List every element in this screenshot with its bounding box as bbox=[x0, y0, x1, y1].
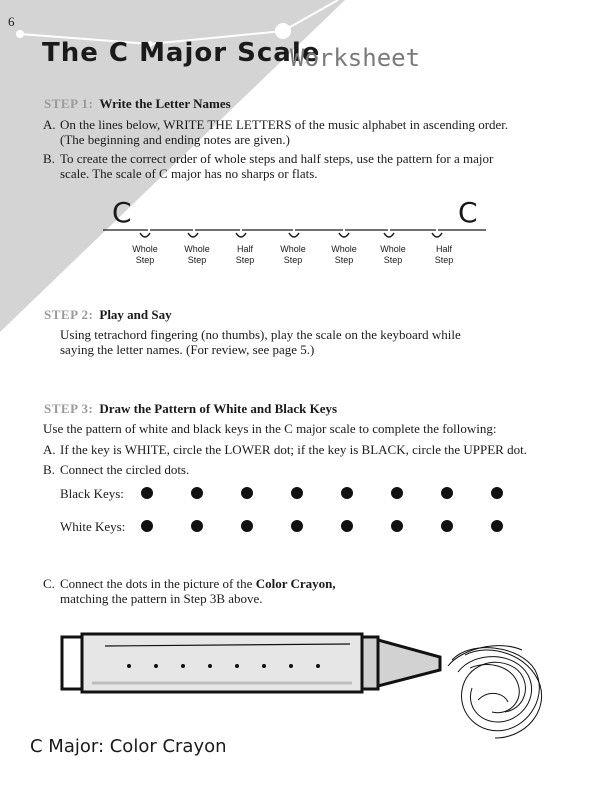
item-text: If the key is WHITE, circle the LOWER dot; if the key is BLACK, circle the UPPER dot. bbox=[60, 442, 527, 457]
white-keys-label: White Keys: bbox=[60, 519, 126, 534]
step-name: Whole Step bbox=[380, 244, 406, 265]
step2-label: STEP 2: bbox=[44, 307, 94, 322]
item-text-line: To create the correct order of whole steps and half steps, use the pattern for a major bbox=[60, 151, 494, 166]
step1-label: STEP 1: bbox=[44, 96, 94, 111]
page-number: 6 bbox=[8, 14, 15, 29]
step-name: Whole Step bbox=[132, 244, 158, 265]
step3-item-c bbox=[43, 576, 543, 608]
item-text-line: scale. The scale of C major has no sharps or flats. bbox=[60, 166, 318, 181]
item-marker: B. bbox=[43, 462, 55, 477]
end-letter: C bbox=[458, 196, 478, 229]
start-letter: C bbox=[112, 196, 132, 229]
step-name: Whole Step bbox=[280, 244, 306, 265]
item-marker: C. bbox=[43, 576, 55, 591]
item-marker: A. bbox=[43, 442, 56, 457]
item-text-line: On the lines below, WRITE THE LETTERS of the music alphabet in ascending order. bbox=[60, 117, 509, 132]
step2-line: Using tetrachord fingering (no thumbs), play the scale on the keyboard while bbox=[60, 327, 461, 342]
constellation-dot bbox=[275, 23, 291, 39]
step-name: Half Step bbox=[235, 244, 255, 265]
item-text: Connect the dots in the picture of the bbox=[60, 576, 256, 591]
step-name: Half Step bbox=[434, 244, 454, 265]
step-name: Whole Step bbox=[331, 244, 357, 265]
page-subtitle: Worksheet bbox=[290, 44, 421, 72]
step3-item-b bbox=[43, 462, 543, 478]
step3-intro: Use the pattern of white and black keys in the C major scale to complete the following: bbox=[43, 421, 497, 436]
step3-item-a bbox=[43, 442, 593, 458]
item-text: Connect the circled dots. bbox=[60, 462, 190, 477]
step3-label: STEP 3: bbox=[44, 401, 94, 416]
item-marker: B. bbox=[43, 151, 55, 166]
step-name: Whole Step bbox=[184, 244, 210, 265]
item-text-line: (The beginning and ending notes are given.) bbox=[60, 132, 290, 147]
step1-title: Write the Letter Names bbox=[99, 96, 231, 111]
black-keys-label: Black Keys: bbox=[60, 486, 124, 501]
color-crayon-bold: Color Crayon, bbox=[255, 576, 336, 591]
step1-item-b bbox=[43, 151, 543, 183]
item-marker: A. bbox=[43, 117, 56, 132]
crayon-caption: C Major: Color Crayon bbox=[30, 736, 227, 757]
step2-heading bbox=[44, 307, 172, 323]
step1-heading bbox=[44, 96, 231, 112]
step2-title: Play and Say bbox=[99, 307, 172, 322]
step3-heading bbox=[44, 401, 337, 417]
step2-text bbox=[60, 327, 580, 357]
item-text-line: matching the pattern in Step 3B above. bbox=[60, 591, 263, 606]
step2-line: saying the letter names. (For review, see page 5.) bbox=[60, 342, 315, 357]
constellation-dot bbox=[16, 30, 24, 38]
step3-title: Draw the Pattern of White and Black Keys bbox=[99, 401, 338, 416]
step1-item-a bbox=[43, 117, 543, 149]
page-title: The C Major Scale bbox=[42, 38, 321, 68]
